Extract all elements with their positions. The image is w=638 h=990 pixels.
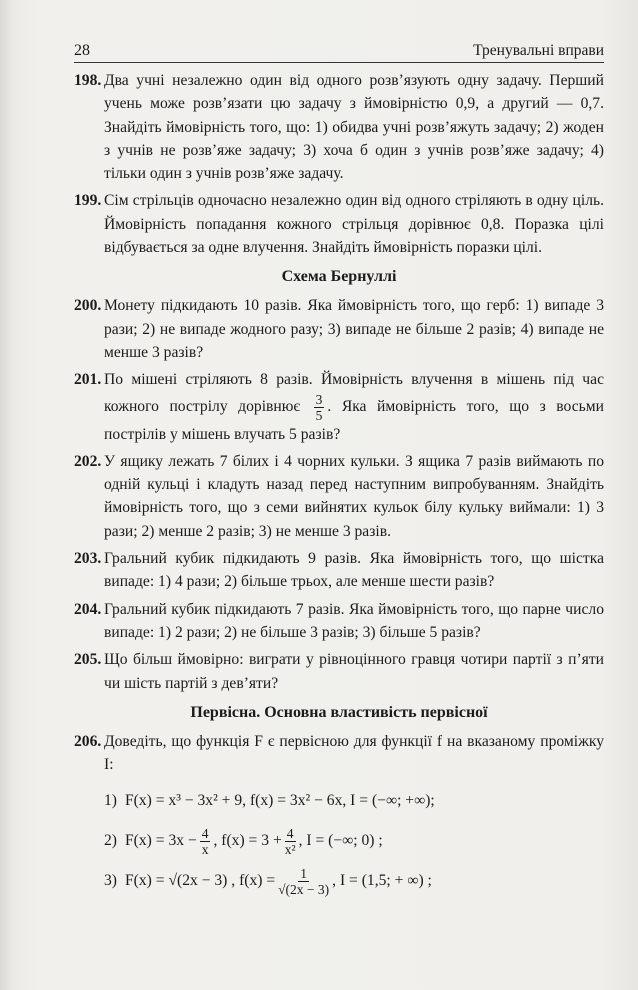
formula-part: , I = (1,5; + ∞) ; bbox=[332, 872, 432, 890]
problem-205 bbox=[74, 648, 604, 695]
problem-number: 199. bbox=[74, 192, 102, 210]
problem-200 bbox=[74, 294, 604, 364]
problem-text: Два учні незалежно один від одного розв’язують одну задачу. Перший учень може розв’язати цю задачу з ймовірністю 0,9, а другий — 0,7. Знайдіть ймовірність того, що: 1) обидва учні розв’яжуть задачу; 2) жоден з учнів не розв’яже задачу; 3) хоча б один з учнів розв’яже задачу; 4) тільки один з учнів розв’яже задачу. bbox=[104, 72, 604, 183]
item-label: 2) bbox=[104, 832, 117, 850]
problem-number: 200. bbox=[74, 297, 102, 315]
problem-199 bbox=[74, 189, 604, 259]
formula-part: , f(x) = 3 + bbox=[213, 832, 282, 850]
section-heading-antiderivative: Первісна. Основна властивість первісної bbox=[190, 703, 488, 721]
problem-text: Гральний кубик підкидають 7 разів. Яка ймовірність того, що парне число випаде: 1) 2 рази; 2) не більше 3 разів; 3) більше 5 разів? bbox=[104, 600, 604, 641]
problem-204 bbox=[74, 598, 604, 645]
fraction-numerator: 1 bbox=[300, 865, 308, 881]
problem-text: Монету підкидають 10 разів. Яка ймовірність того, що герб: 1) випаде 3 рази; 2) не випаде жодного разу; 3) випаде не більше 2 разів; 4) випаде не менше 3 разів? bbox=[104, 297, 604, 361]
fraction-denominator: 5 bbox=[315, 407, 323, 423]
problem-number: 202. bbox=[74, 452, 102, 470]
problem-text: У ящику лежать 7 білих і 4 чорних кульки. З ящика 7 разів виймають по одній кульці і кладуть назад перед наступним випробуванням. Знайдіть ймовірність того, що з семи вийнятих кульок білу кульку виймали: 1) 3 рази; 2) менше 2 разів; 3) не менше 3 разів. bbox=[104, 452, 604, 540]
fraction-numerator: 4 bbox=[201, 825, 209, 841]
problem-number: 204. bbox=[74, 600, 102, 618]
problem-text: Гральний кубик підкидають 9 разів. Яка ймовірність того, що шістка випаде: 1) 4 рази; 2) більше трьох, але менше шести разів? bbox=[104, 550, 604, 591]
problem-number: 201. bbox=[74, 371, 102, 389]
problem-text-before: По мішені стріляють 8 разів. Ймовірність влучення в мішень під час кожного пострілу дорівнює bbox=[104, 371, 604, 415]
problem-number: 205. bbox=[74, 651, 102, 669]
problem-text bbox=[104, 368, 604, 446]
formula-part: , I = (−∞; 0) ; bbox=[298, 832, 383, 850]
problem-201 bbox=[74, 368, 604, 446]
problem-202 bbox=[74, 450, 604, 543]
page-header bbox=[74, 42, 604, 63]
formula-item-2 bbox=[104, 826, 604, 856]
item-label: 1) bbox=[104, 792, 117, 810]
fraction bbox=[278, 866, 329, 897]
fraction-denominator: x bbox=[201, 841, 209, 857]
problem-text: Що більш ймовірно: виграти у рівноцінного гравця чотири партії з п’яти чи шість партій з дев’яти? bbox=[104, 651, 604, 692]
problem-text: Сім стрільців одночасно незалежно один від одного стріляють в одну ціль. Ймовірність попадання кожного стрільця дорівнює 0,8. Поразка цілі відбувається за одне влучення. Знайдіть ймовірність поразки цілі. bbox=[104, 192, 604, 257]
fraction-numerator: 4 bbox=[286, 825, 294, 841]
formula-item-1 bbox=[104, 786, 604, 816]
formula-item-3 bbox=[104, 866, 604, 896]
fraction-denominator: x² bbox=[284, 841, 296, 857]
problem-198 bbox=[74, 69, 604, 185]
fraction-three-fifths bbox=[314, 392, 325, 423]
fraction bbox=[200, 826, 211, 857]
section-heading-bernoulli: Схема Бернуллі bbox=[281, 268, 397, 286]
fraction bbox=[285, 826, 296, 857]
problem-206 bbox=[74, 730, 604, 777]
running-title: Тренувальні вправи bbox=[473, 42, 604, 59]
formula-part: F(x) = 3x − bbox=[125, 832, 197, 850]
fraction-denominator: √(2x − 3) bbox=[278, 881, 330, 897]
fraction-numerator: 3 bbox=[315, 391, 323, 407]
problem-text-after: . Яка ймовірність того, що з восьми пострілів у мішень влучать 5 разів? bbox=[104, 397, 604, 443]
problem-203 bbox=[74, 547, 604, 594]
page-number: 28 bbox=[74, 42, 90, 59]
item-label: 3) bbox=[104, 872, 117, 890]
problem-number: 198. bbox=[74, 72, 102, 89]
problem-number: 203. bbox=[74, 550, 102, 568]
problem-number: 206. bbox=[74, 732, 102, 750]
formula-part: F(x) = √(2x − 3) , f(x) = bbox=[125, 872, 276, 890]
problem-text: Доведіть, що функція F є первісною для функції f на вказаному проміжку I: bbox=[104, 732, 604, 774]
formula-text: F(x) = x³ − 3x² + 9, f(x) = 3x² − 6x, I = (−∞; +∞); bbox=[125, 792, 435, 810]
